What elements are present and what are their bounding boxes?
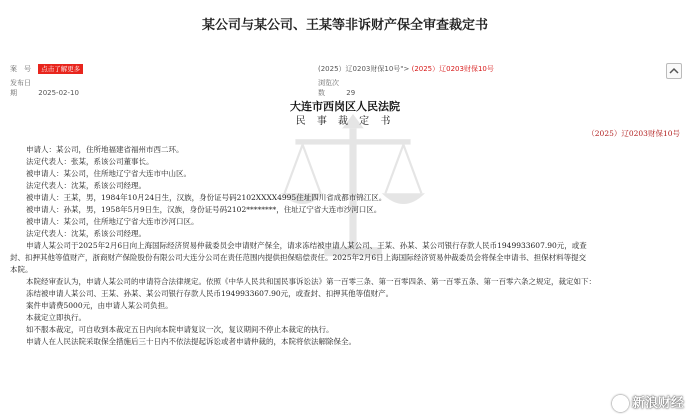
doc-paragraph: 冻结被申请人某公司、王某、孙某、某公司银行存款人民币1949933607.90元，或查封、扣押其他等值财产。	[26, 289, 394, 298]
doc-paragraph: 如不服本裁定，可自收到本裁定五日内向本院申请复议一次，复议期间不停止本裁定的执行。	[26, 325, 334, 334]
doc-paragraph: 法定代表人：沈某，系该公司经理。	[26, 181, 146, 190]
doc-paragraph: 申请人某公司于2025年2月6日向上海国际经济贸易仲裁委员会申请财产保全，请求冻结被申请人某公司、王某、孙某、某公司银行存款人民币1949933607.90元，或查	[26, 241, 587, 250]
views-value: 29	[346, 89, 356, 97]
learn-more-tag[interactable]: 点击了解更多	[38, 64, 83, 74]
case-ref-link[interactable]: (2025）辽0203财保10号	[411, 65, 494, 73]
court-name: 大连市西岗区人民法院	[290, 100, 400, 113]
doc-paragraph: 本裁定立即执行。	[26, 313, 86, 322]
doc-paragraph: 被申请人：某公司，住所地辽宁省大连市中山区。	[26, 169, 191, 178]
doc-paragraph: 被申请人：孙某，男，1958年5月9日生，汉族，身份证号码2102********，住址辽宁省大连市沙河口区。	[26, 205, 382, 214]
doc-paragraph: 被申请人：某公司，住所地辽宁省大连市沙河口区。	[26, 217, 199, 226]
sina-logo-icon	[612, 395, 629, 412]
doc-paragraph: 法定代表人：张某，系该公司董事长。	[26, 157, 154, 166]
views-label: 浏览次数	[318, 79, 339, 97]
sina-finance-watermark	[612, 392, 684, 412]
doc-paragraph: 本院经审查认为，申请人某公司的申请符合法律规定。依照《中华人民共和国民事诉讼法》第一百零三条、第一百零四条、第一百零五条、第一百零六条之规定，裁定如下：	[26, 277, 596, 286]
document-type: 民 事 裁 定 书	[295, 116, 395, 127]
document-case-number: （2025）辽0203财保10号	[587, 129, 680, 138]
case-label: 案 号	[10, 65, 31, 73]
case-ref-row	[318, 64, 494, 74]
case-ref-prefix: (2025）辽0203财保10号">	[318, 65, 410, 73]
doc-paragraph: 申请人在人民法院采取保全措施后三十日内不依法提起诉讼或者申请仲裁的，本院将依法解除保全。	[26, 337, 356, 346]
doc-paragraph: 封、扣押其他等值财产，浙商财产保险股份有限公司大连分公司在责任范围内提供担保赔偿责任。2025年2月6日上海国际经济贸易仲裁委员会将保全申请书、担保材料等提交	[10, 253, 587, 262]
publish-date-value: 2025-02-10	[38, 89, 79, 97]
doc-paragraph: 法定代表人：沈某，系该公司经理。	[26, 229, 146, 238]
doc-paragraph: 案件申请费5000元，由申请人某公司负担。	[26, 301, 173, 310]
doc-paragraph: 被申请人：王某，男，1984年10月24日生，汉族，身份证号码2102XXXX4995住址四川省成都市锦江区。	[26, 193, 387, 202]
doc-paragraph: 本院。	[10, 265, 33, 274]
page-title: 某公司与某公司、王某等非诉财产保全审查裁定书	[201, 18, 488, 33]
chevron-up-icon	[667, 64, 681, 78]
case-number-row	[10, 64, 83, 74]
publish-date-label: 发布日期	[10, 79, 31, 97]
doc-paragraph: 申请人：某公司，住所地福建省福州市西二环。	[26, 145, 184, 154]
scroll-up-button[interactable]	[666, 63, 682, 79]
judgment-document	[0, 88, 690, 417]
watermark-text: 新浪财经	[631, 396, 684, 411]
